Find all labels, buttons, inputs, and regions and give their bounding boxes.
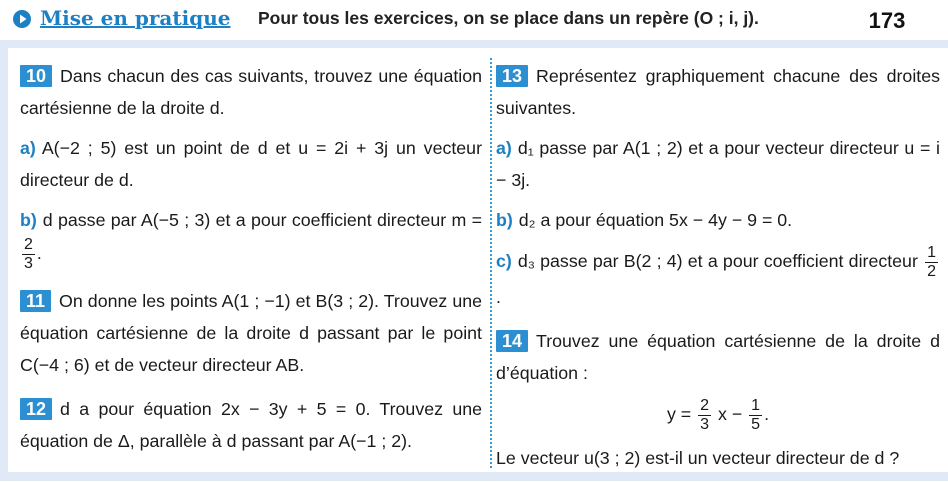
fraction-numerator: 1 bbox=[927, 244, 936, 261]
column-divider bbox=[490, 58, 492, 468]
fraction-denominator: 3 bbox=[24, 255, 33, 272]
part-label: b) bbox=[20, 210, 37, 230]
fraction bbox=[925, 244, 938, 281]
part-text: d₁ passe par A(1 ; 2) et a pour vecteur directeur u = i − 3j. bbox=[496, 138, 940, 190]
part-text: d₃ passe par B(2 ; 4) et a pour coefficient directeur bbox=[517, 251, 918, 272]
question-text: Le vecteur u(3 ; 2) est-il un vecteur directeur de d ? bbox=[496, 448, 900, 468]
fraction-denominator: 5 bbox=[751, 416, 761, 433]
fraction bbox=[22, 236, 35, 273]
exercise-statement: On donne les points A(1 ; −1) et B(3 ; 2). bbox=[59, 291, 379, 311]
fraction-denominator: 2 bbox=[927, 263, 936, 280]
part-text: A(−2 ; 5) est un point de d et u = 2i + 3j un vecteur directeur de d. bbox=[20, 138, 482, 190]
part-label: a) bbox=[20, 138, 36, 158]
punctuation: . bbox=[496, 287, 501, 307]
fraction bbox=[698, 397, 711, 434]
exercise-number: 13 bbox=[496, 65, 528, 87]
exercise-panel bbox=[0, 40, 948, 481]
exercise-number: 11 bbox=[20, 290, 51, 312]
exercise-13-part-a bbox=[496, 132, 940, 196]
fraction-denominator: 3 bbox=[700, 416, 710, 433]
punctuation: . bbox=[764, 404, 770, 425]
exercise-14 bbox=[496, 325, 940, 389]
exercise-14-equation bbox=[496, 397, 940, 434]
fraction-numerator: 2 bbox=[24, 236, 33, 253]
intro-text: Pour tous les exercices, on se place dans un repère (O ; i, j). bbox=[258, 8, 759, 28]
fraction-numerator: 2 bbox=[700, 397, 710, 414]
part-label: b) bbox=[496, 210, 513, 230]
right-column bbox=[496, 60, 940, 482]
punctuation: . bbox=[36, 243, 42, 264]
exercise-number: 10 bbox=[20, 65, 52, 87]
exercise-14-question bbox=[496, 442, 940, 474]
part-label: c) bbox=[496, 251, 512, 272]
exercise-10-part-a bbox=[20, 132, 482, 196]
exercise-number: 14 bbox=[496, 330, 528, 352]
exercise-area bbox=[8, 48, 948, 472]
exercise-13-part-b bbox=[496, 204, 940, 236]
exercise-statement: d a pour équation 2x − 3y + 5 = 0. Trouvez une équation de Δ, parallèle à d passant par A(−1 ; 2). bbox=[20, 399, 482, 451]
play-circle-icon bbox=[12, 9, 32, 29]
exercise-12 bbox=[20, 393, 482, 457]
exercise-statement-continued: Trouvez une équation cartésienne de la droite d passant par le point C(−4 ; 6) et de vecteur directeur AB. bbox=[20, 291, 482, 375]
exercise-13-part-c bbox=[496, 244, 940, 313]
part-text: d₂ a pour équation 5x − 4y − 9 = 0. bbox=[518, 210, 793, 230]
exercise-10-part-b bbox=[20, 204, 482, 273]
equation-lhs: y = bbox=[666, 404, 692, 425]
exercise-statement: Dans chacun des cas suivants, trouvez une équation cartésienne de la droite d. bbox=[20, 66, 482, 118]
section-title: Mise en pratique bbox=[40, 6, 231, 30]
equation-middle: x − bbox=[718, 404, 743, 425]
exercise-statement: Trouvez une équation cartésienne de la droite d d’équation : bbox=[496, 331, 940, 383]
left-column bbox=[20, 60, 482, 465]
page-number: 173 bbox=[856, 4, 918, 38]
fraction-numerator: 1 bbox=[751, 397, 761, 414]
exercise-number: 12 bbox=[20, 398, 52, 420]
header bbox=[0, 0, 948, 40]
fraction bbox=[749, 397, 762, 434]
exercise-11 bbox=[20, 285, 482, 381]
exercise-10 bbox=[20, 60, 482, 124]
part-text: d passe par A(−5 ; 3) et a pour coefficient directeur m = bbox=[42, 210, 482, 230]
exercise-13 bbox=[496, 60, 940, 124]
part-label: a) bbox=[496, 138, 512, 158]
exercise-statement: Représentez graphiquement chacune des droites suivantes. bbox=[496, 66, 940, 118]
